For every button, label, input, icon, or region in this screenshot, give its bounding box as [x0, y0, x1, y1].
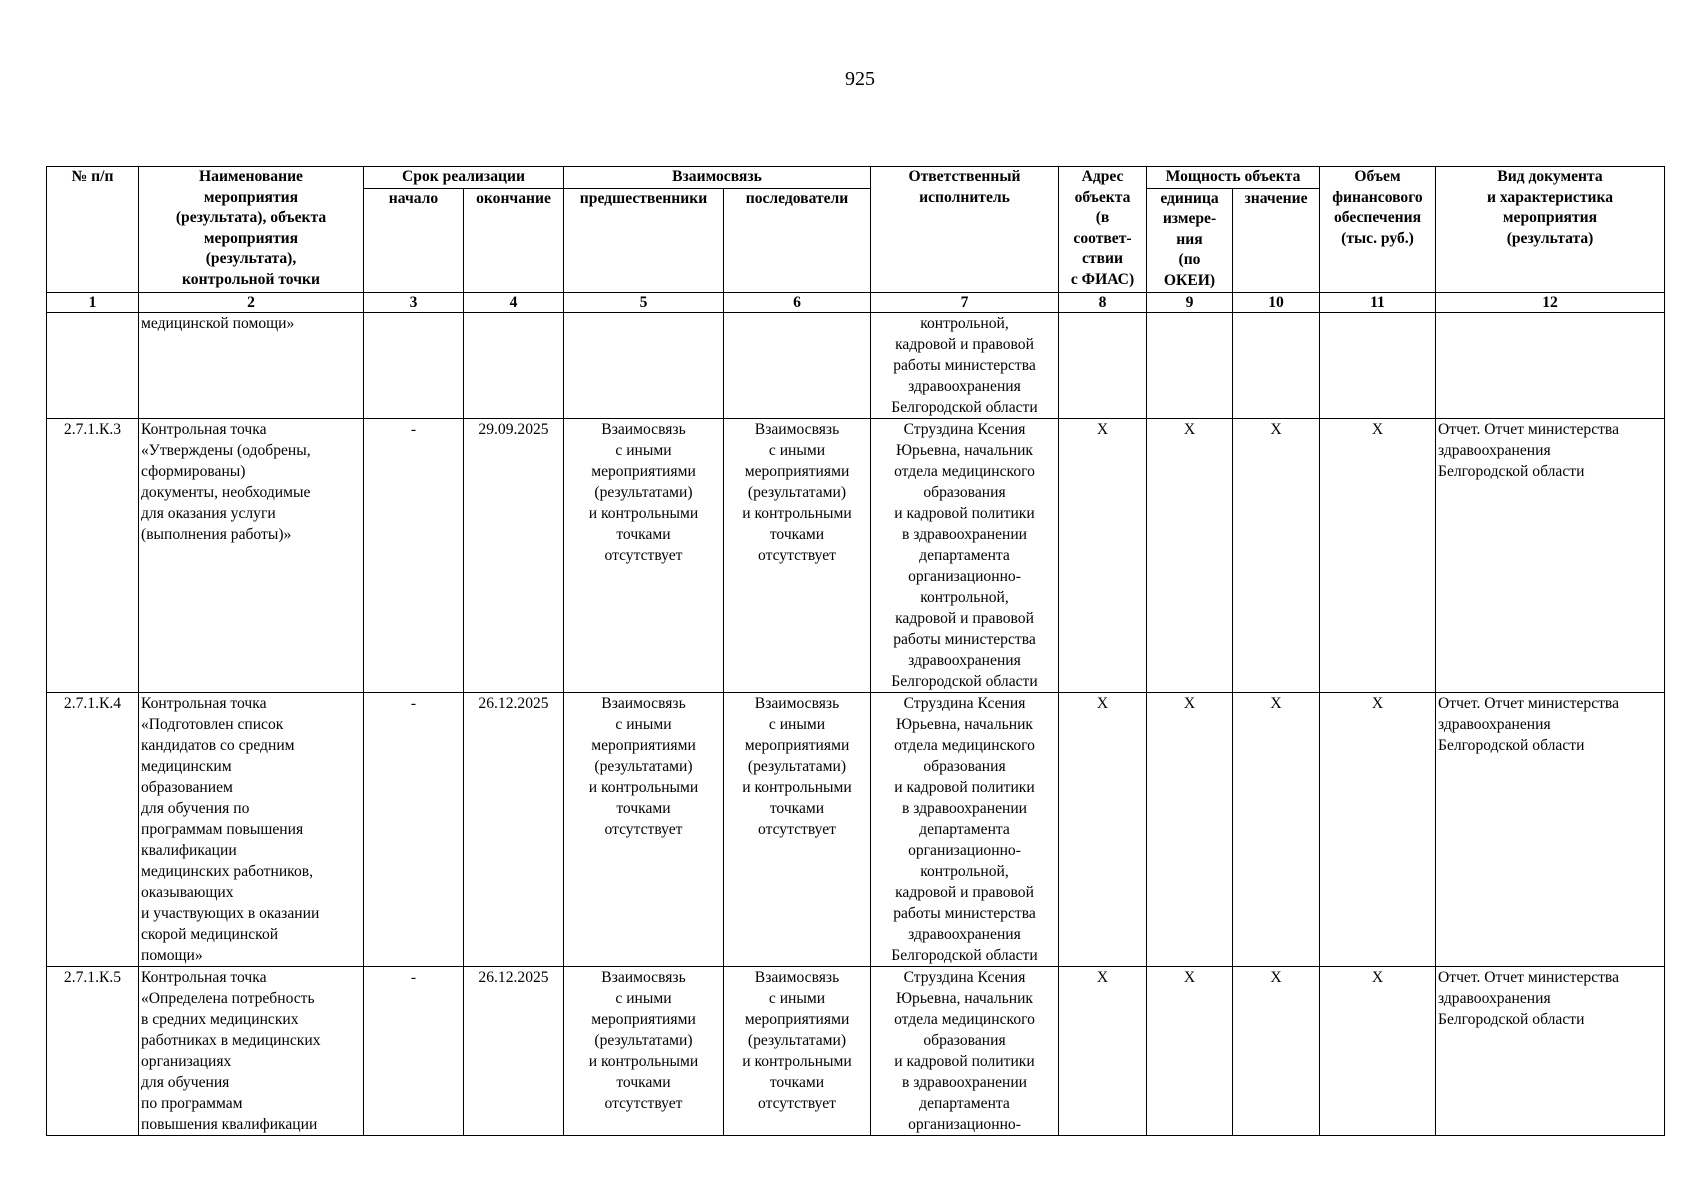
column-number: 5 [564, 292, 724, 312]
row-predecessors: Взаимосвязь с иными мероприятиями (результатами) и контрольными точками отсутствует [564, 692, 724, 966]
row-number: 2.7.1.К.4 [47, 692, 139, 966]
column-number: 1 [47, 292, 139, 312]
column-number: 11 [1320, 292, 1436, 312]
row-finance: Х [1320, 966, 1436, 1135]
row-predecessors [564, 312, 724, 418]
table-row [47, 966, 1665, 1135]
header-predecessors: предшественники [564, 188, 724, 292]
row-start [364, 312, 464, 418]
row-responsible: Струздина Ксения Юрьевна, начальник отдела медицинского образования и кадровой политики в здравоохранении департамента организационно- контрольной, кадровой и правовой работы министерства здравоохранения Белгородской области [871, 692, 1059, 966]
row-value: Х [1233, 418, 1320, 692]
row-end: 29.09.2025 [464, 418, 564, 692]
row-successors: Взаимосвязь с иными мероприятиями (результатами) и контрольными точками отсутствует [724, 692, 871, 966]
measures-table [46, 166, 1665, 1136]
column-number: 8 [1059, 292, 1147, 312]
column-number: 7 [871, 292, 1059, 312]
row-responsible: Струздина Ксения Юрьевна, начальник отдела медицинского образования и кадровой политики в здравоохранении департамента организационно- [871, 966, 1059, 1135]
row-name: Контрольная точка «Утверждены (одобрены, сформированы) документы, необходимые для оказания услуги (выполнения работы)» [139, 418, 364, 692]
row-unit: Х [1147, 692, 1233, 966]
column-number: 6 [724, 292, 871, 312]
row-unit: Х [1147, 418, 1233, 692]
row-address: Х [1059, 692, 1147, 966]
row-document: Отчет. Отчет министерства здравоохранения Белгородской области [1436, 692, 1665, 966]
row-document [1436, 312, 1665, 418]
row-name: Контрольная точка «Определена потребность в средних медицинских работниках в медицинских организациях для обучения по программам повышения квалификации [139, 966, 364, 1135]
header-successors: последователи [724, 188, 871, 292]
column-number: 2 [139, 292, 364, 312]
column-number: 12 [1436, 292, 1665, 312]
row-name: медицинской помощи» [139, 312, 364, 418]
row-address: Х [1059, 966, 1147, 1135]
row-number: 2.7.1.К.5 [47, 966, 139, 1135]
table-row [47, 312, 1665, 418]
row-value [1233, 312, 1320, 418]
row-start: - [364, 418, 464, 692]
header-address: Адрес объекта (в соответ- ствии с ФИАС) [1059, 167, 1147, 293]
table-header [47, 167, 1665, 293]
column-number: 4 [464, 292, 564, 312]
header-responsible: Ответственный исполнитель [871, 167, 1059, 293]
row-predecessors: Взаимосвязь с иными мероприятиями (результатами) и контрольными точками отсутствует [564, 418, 724, 692]
row-document: Отчет. Отчет министерства здравоохранения Белгородской области [1436, 418, 1665, 692]
table-row [47, 692, 1665, 966]
row-successors: Взаимосвязь с иными мероприятиями (результатами) и контрольными точками отсутствует [724, 418, 871, 692]
row-document: Отчет. Отчет министерства здравоохранения Белгородской области [1436, 966, 1665, 1135]
column-number-row [47, 292, 1665, 312]
row-end: 26.12.2025 [464, 692, 564, 966]
header-capacity-group: Мощность объекта [1147, 167, 1320, 189]
row-value: Х [1233, 692, 1320, 966]
row-successors [724, 312, 871, 418]
row-responsible: контрольной, кадровой и правовой работы министерства здравоохранения Белгородской области [871, 312, 1059, 418]
table-row [47, 418, 1665, 692]
row-start: - [364, 692, 464, 966]
row-number: 2.7.1.К.3 [47, 418, 139, 692]
row-value: Х [1233, 966, 1320, 1135]
header-start: начало [364, 188, 464, 292]
row-finance [1320, 312, 1436, 418]
header-link-group: Взаимосвязь [564, 167, 871, 189]
column-number: 10 [1233, 292, 1320, 312]
row-name: Контрольная точка «Подготовлен список кандидатов со средним медицинским образованием для обучения по программам повышения квалификации медицинских работников, оказывающих и участвующих в оказании скорой медицинской помощи» [139, 692, 364, 966]
header-end: окончание [464, 188, 564, 292]
page-number: 925 [845, 68, 875, 90]
header-document: Вид документа и характеристика мероприятия (результата) [1436, 167, 1665, 293]
row-responsible: Струздина Ксения Юрьевна, начальник отдела медицинского образования и кадровой политики в здравоохранении департамента организационно- контрольной, кадровой и правовой работы министерства здравоохранения Белгородской области [871, 418, 1059, 692]
header-name: Наименование мероприятия (результата), объекта мероприятия (результата), контрольной точки [139, 167, 364, 293]
row-start: - [364, 966, 464, 1135]
column-number: 9 [1147, 292, 1233, 312]
row-predecessors: Взаимосвязь с иными мероприятиями (результатами) и контрольными точками отсутствует [564, 966, 724, 1135]
row-address: Х [1059, 418, 1147, 692]
header-unit: единица измере- ния (по ОКЕИ) [1147, 188, 1233, 292]
header-finance: Объем финансового обеспечения (тыс. руб.) [1320, 167, 1436, 293]
column-number: 3 [364, 292, 464, 312]
header-term-group: Срок реализации [364, 167, 564, 189]
row-end [464, 312, 564, 418]
row-unit [1147, 312, 1233, 418]
row-finance: Х [1320, 692, 1436, 966]
row-number [47, 312, 139, 418]
header-value: значение [1233, 188, 1320, 292]
row-address [1059, 312, 1147, 418]
row-unit: Х [1147, 966, 1233, 1135]
header-number: № п/п [47, 167, 139, 293]
row-finance: Х [1320, 418, 1436, 692]
row-successors: Взаимосвязь с иными мероприятиями (результатами) и контрольными точками отсутствует [724, 966, 871, 1135]
row-end: 26.12.2025 [464, 966, 564, 1135]
